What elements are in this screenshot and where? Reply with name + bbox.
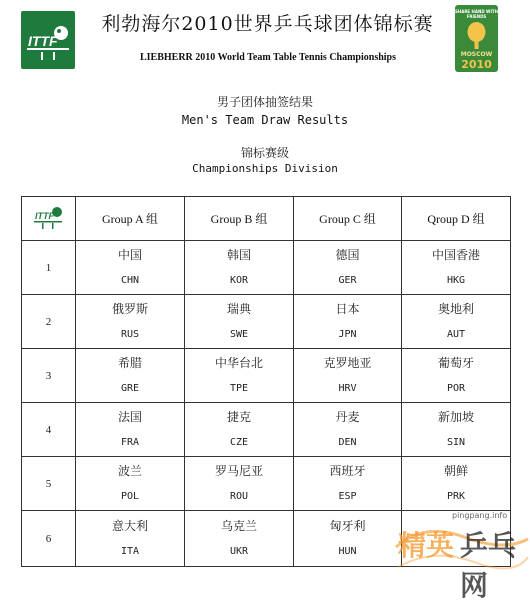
team-name-cn: 丹麦 — [335, 410, 360, 424]
header-group-a: Group A 组 — [76, 197, 185, 241]
team-cell — [402, 295, 511, 349]
table-row — [22, 241, 511, 295]
team-name-cn: 韩国 — [226, 248, 251, 262]
table-row — [22, 403, 511, 457]
team-code: HRV — [338, 383, 357, 394]
team-code: FRA — [120, 437, 140, 448]
team-cell — [76, 349, 185, 403]
row-number: 4 — [22, 403, 76, 457]
team-code: ESP — [338, 491, 357, 502]
team-code: POL — [120, 491, 140, 502]
row-number: 3 — [22, 349, 76, 403]
team-name-cn: 瑞典 — [226, 302, 251, 316]
moscow-logo-year: 2010 — [461, 58, 492, 71]
watermark-text-dark: 乒乓网 — [460, 529, 517, 602]
team-cell — [185, 457, 294, 511]
header-group-d: Qroup D 组 — [402, 197, 511, 241]
team-cell — [185, 403, 294, 457]
table-row — [22, 349, 511, 403]
watermark-url: pingpang.info — [452, 511, 508, 520]
team-name-cn: 葡萄牙 — [437, 356, 474, 370]
watermark-text-orange: 精英 — [398, 529, 455, 562]
subtitle-english: Men's Team Draw Results — [181, 113, 349, 127]
team-code: DEN — [338, 437, 357, 448]
team-name-cn: 波兰 — [117, 464, 142, 478]
team-code: GRE — [120, 383, 140, 394]
racket-icon — [465, 20, 488, 50]
team-name-cn: 中国香港 — [431, 248, 480, 262]
team-name-cn: 法国 — [117, 410, 142, 424]
team-cell — [402, 403, 511, 457]
header-group-c: Group C 组 — [294, 197, 402, 241]
team-name-cn: 希腊 — [117, 356, 142, 370]
team-name-cn: 意大利 — [111, 519, 148, 533]
team-name-cn: 克罗地亚 — [323, 356, 372, 370]
team-code: CZE — [229, 437, 249, 448]
header-logo-cell — [22, 197, 76, 241]
team-cell — [294, 457, 402, 511]
team-code: PRK — [446, 491, 466, 502]
team-cell — [402, 349, 511, 403]
team-code: UKR — [229, 546, 249, 557]
team-name-cn: 西班牙 — [329, 464, 366, 478]
ittf-small-logo-icon — [32, 203, 66, 231]
team-cell — [294, 295, 402, 349]
team-name-cn: 捷克 — [226, 410, 251, 424]
team-name-cn: 匈牙利 — [329, 519, 366, 533]
header-group-b: Group B 组 — [185, 197, 294, 241]
team-cell — [185, 349, 294, 403]
moscow-logo-slogan: SHARE HAND WITH FRIENDS — [455, 9, 499, 19]
team-cell — [185, 295, 294, 349]
team-name-cn: 中华台北 — [214, 356, 263, 370]
team-code: GER — [338, 275, 357, 286]
ittf-small-logo-text: ITTF — [34, 210, 54, 221]
team-code: KOR — [229, 275, 249, 286]
team-name-cn: 奥地利 — [437, 302, 474, 316]
division-english: Championships Division — [192, 162, 338, 175]
team-name-cn: 德国 — [335, 248, 360, 262]
team-code: POR — [446, 383, 466, 394]
team-name-cn: 新加坡 — [437, 410, 474, 424]
ittf-logo — [21, 11, 75, 69]
team-code: JPN — [338, 329, 357, 340]
table-row — [22, 295, 511, 349]
team-name-cn: 中国 — [117, 248, 142, 262]
title-chinese: 利勃海尔2010世界乒乓球团体锦标赛 — [101, 13, 434, 35]
moscow-logo-city: MOSCOW — [460, 51, 493, 58]
table-header-row — [22, 197, 511, 241]
team-cell — [294, 241, 402, 295]
team-code: ITA — [120, 546, 140, 557]
team-code: TPE — [229, 383, 249, 394]
team-cell — [294, 511, 402, 567]
team-code: CHN — [120, 275, 140, 286]
team-name-cn: 朝鲜 — [443, 464, 468, 478]
team-code: SWE — [229, 329, 249, 340]
row-number: 2 — [22, 295, 76, 349]
team-cell — [76, 457, 185, 511]
team-code: HUN — [338, 546, 357, 557]
row-number: 5 — [22, 457, 76, 511]
team-cell — [185, 241, 294, 295]
ittf-logo-icon — [21, 11, 75, 69]
team-cell — [294, 349, 402, 403]
team-name-cn: 乌克兰 — [220, 519, 257, 533]
team-code: SIN — [446, 437, 466, 448]
table-row — [22, 457, 511, 511]
team-cell — [402, 241, 511, 295]
row-number: 1 — [22, 241, 76, 295]
team-cell — [185, 511, 294, 567]
team-cell — [76, 295, 185, 349]
team-cell — [294, 403, 402, 457]
moscow-2010-logo — [455, 5, 498, 72]
division-chinese: 锦标赛级 — [240, 146, 289, 160]
team-cell — [76, 241, 185, 295]
team-name-cn: 日本 — [335, 302, 360, 316]
team-code: ROU — [229, 491, 249, 502]
team-name-cn: 俄罗斯 — [111, 302, 148, 316]
draw-table — [21, 196, 511, 567]
team-cell — [76, 511, 185, 567]
team-cell — [402, 457, 511, 511]
ittf-logo-text: ITTF — [28, 33, 58, 49]
title-english: LIEBHERR 2010 World Team Table Tennis Championships — [139, 52, 397, 63]
team-name-cn: 罗马尼亚 — [214, 464, 263, 478]
team-code: HKG — [446, 275, 466, 286]
team-code: RUS — [120, 329, 140, 340]
team-cell — [76, 403, 185, 457]
team-code: AUT — [446, 329, 466, 340]
row-number: 6 — [22, 511, 76, 567]
subtitle-chinese: 男子团体抽签结果 — [216, 95, 313, 109]
